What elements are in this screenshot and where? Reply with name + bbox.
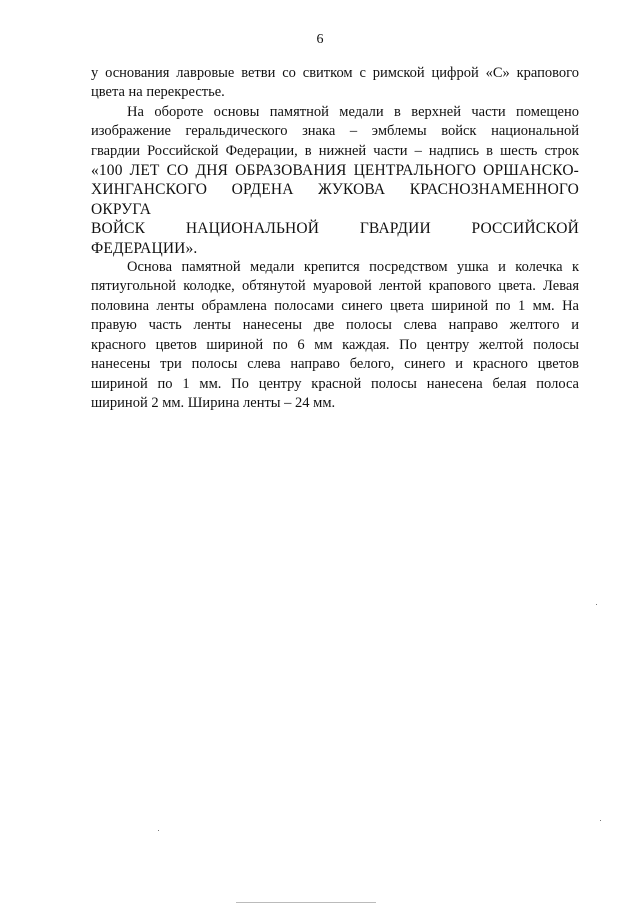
inscription-line: ХИНГАНСКОГО ОРДЕНА ЖУКОВА КРАСНОЗНАМЕННОГО ОКРУГА	[91, 181, 579, 218]
text-line: у основания лавровые ветви со свитком с римской цифрой «С» крапового	[91, 65, 579, 81]
text-line: изображение геральдического знака – эмблемы войск национальной	[91, 123, 579, 140]
text-line: красного цветов шириной по 6 мм каждая. По центру желтой полосы	[91, 336, 579, 353]
text-line: цвета на перекрестье.	[91, 84, 225, 101]
text-line: пятиугольной колодке, обтянутой муаровой лентой крапового цвета. Левая	[91, 278, 579, 295]
text-line: На обороте основы памятной медали в верхней части помещено	[127, 103, 579, 120]
scan-speck	[158, 830, 159, 831]
text-line: нанесены три полосы слева направо белого, синего и красного цветов	[91, 356, 579, 373]
text-line: шириной 2 мм. Ширина ленты – 24 мм.	[91, 394, 336, 411]
scan-speck	[600, 820, 601, 821]
text-line: Основа памятной медали крепится посредством ушка и колечка к	[127, 259, 579, 276]
text-line: шириной по 1 мм. По центру красной полосы нанесена белая полоса	[91, 375, 579, 392]
text-line: правую часть ленты нанесены две полосы слева направо желтого и	[91, 317, 579, 334]
paragraph-continuation	[91, 64, 579, 103]
scan-speck	[596, 604, 597, 605]
document-body	[91, 64, 579, 413]
inscription-line: ВОЙСК НАЦИОНАЛЬНОЙ ГВАРДИИ РОССИЙСКОЙ ФЕДЕРАЦИИ».	[91, 220, 579, 257]
paragraph-ribbon-description	[91, 258, 579, 413]
page-number: 6	[316, 32, 324, 47]
text-line: гвардии Российской Федерации, в нижней части – надпись в шесть строк	[91, 142, 579, 159]
scan-edge-mark	[236, 902, 376, 903]
inscription-line: «100 ЛЕТ СО ДНЯ ОБРАЗОВАНИЯ ЦЕНТРАЛЬНОГО ОРШАНСКО-	[91, 162, 579, 180]
paragraph-medal-reverse	[91, 103, 579, 258]
text-line: половина ленты обрамлена полосами синего цвета шириной по 1 мм. На	[91, 297, 579, 314]
